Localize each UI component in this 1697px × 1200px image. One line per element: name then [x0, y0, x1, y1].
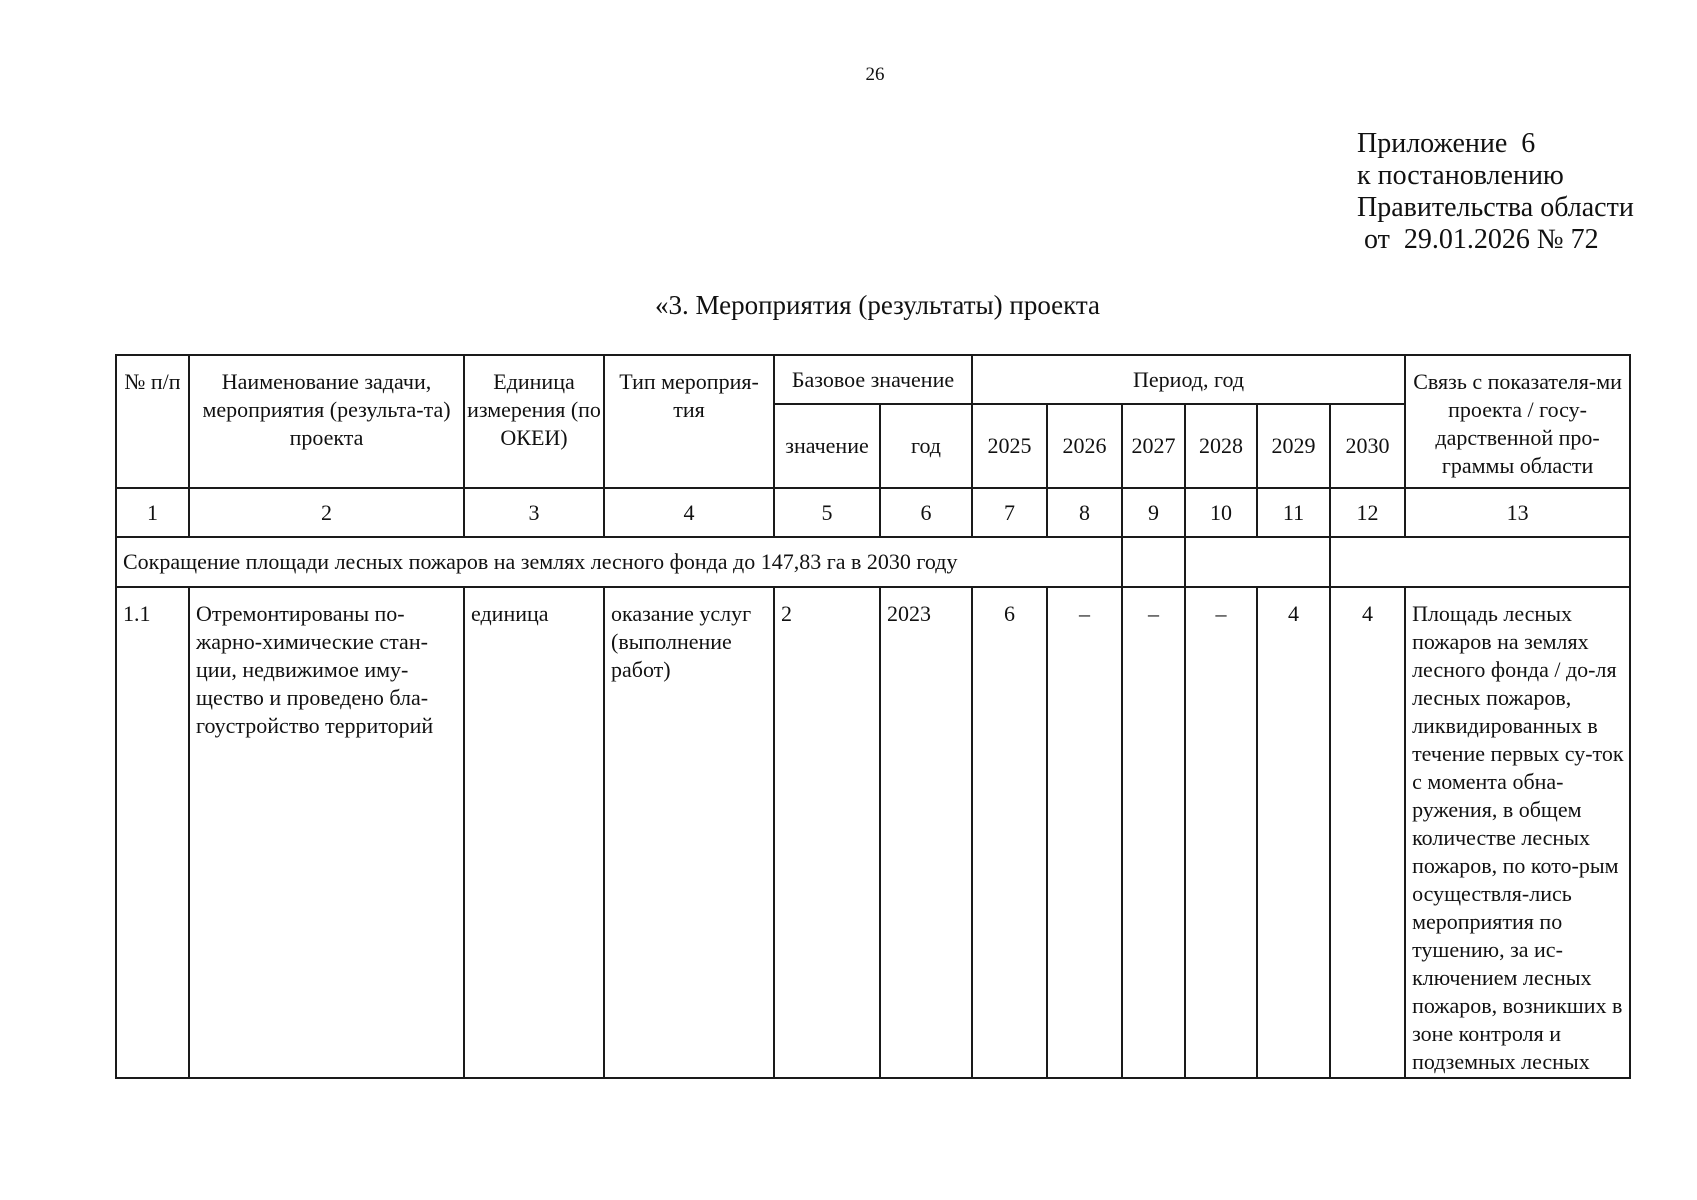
row-base-value: 2	[774, 587, 880, 1078]
column-number: 9	[1122, 488, 1185, 537]
header-year-2027: 2027	[1122, 404, 1185, 488]
column-number: 10	[1185, 488, 1257, 537]
header-period: Период, год	[972, 355, 1405, 404]
row-num: 1.1	[116, 587, 189, 1078]
column-number: 1	[116, 488, 189, 537]
appendix-line-1: Приложение 6	[1357, 128, 1536, 159]
header-year-2030: 2030	[1330, 404, 1405, 488]
row-2028: –	[1185, 587, 1257, 1078]
row-type: оказание услуг (выполнение работ)	[604, 587, 774, 1078]
header-base-value: значение	[774, 404, 880, 488]
row-link: Площадь лесных пожаров на землях лесного фонда / до-ля лесных пожаров, ликвидированных в течение первых су-ток с момента обна-ружения, в общем количестве лесных пожаров, по кото-рым осуществля-лись мероприятия по тушению, за ис-ключением лесных пожаров, возникших в зоне контроля и подземных лесных	[1405, 587, 1630, 1078]
column-number: 7	[972, 488, 1047, 537]
column-number: 13	[1405, 488, 1630, 537]
appendix-line-3: Правительства области	[1357, 192, 1634, 223]
row-2030: 4	[1330, 587, 1405, 1078]
section-title: «3. Мероприятия (результаты) проекта	[654, 290, 1101, 320]
column-number: 5	[774, 488, 880, 537]
header-unit: Единица измерения (по ОКЕИ)	[464, 355, 604, 488]
header-num: № п/п	[116, 355, 189, 488]
row-2029: 4	[1257, 587, 1330, 1078]
page-number: 26	[865, 64, 885, 85]
header-base-year: год	[880, 404, 972, 488]
row-2026: –	[1047, 587, 1122, 1078]
header-name: Наименование задачи, мероприятия (результа-та) проекта	[189, 355, 464, 488]
header-base: Базовое значение	[774, 355, 972, 404]
column-number: 3	[464, 488, 604, 537]
projects-table	[115, 354, 1631, 1079]
header-year-2029: 2029	[1257, 404, 1330, 488]
appendix-block	[1357, 128, 1634, 256]
column-number: 2	[189, 488, 464, 537]
row-name: Отремонтированы по-жарно-химические стан-ции, недвижимое иму-щество и проведено бла-гоустройство территорий	[189, 587, 464, 1078]
header-link: Связь с показателя-ми проекта / госу-дарственной про-граммы области	[1405, 355, 1630, 488]
appendix-line-4: от 29.01.2026 № 72	[1357, 224, 1599, 255]
column-number: 12	[1330, 488, 1405, 537]
column-number: 8	[1047, 488, 1122, 537]
row-2027: –	[1122, 587, 1185, 1078]
row-2025: 6	[972, 587, 1047, 1078]
task-row-empty-cell	[1330, 537, 1630, 587]
row-base-year: 2023	[880, 587, 972, 1078]
task-row: Сокращение площади лесных пожаров на землях лесного фонда до 147,83 га в 2030 году	[116, 537, 1122, 587]
column-number: 6	[880, 488, 972, 537]
table-row	[116, 587, 1630, 1078]
header-year-2028: 2028	[1185, 404, 1257, 488]
header-year-2026: 2026	[1047, 404, 1122, 488]
header-year-2025: 2025	[972, 404, 1047, 488]
task-row-empty-cell	[1122, 537, 1185, 587]
row-unit: единица	[464, 587, 604, 1078]
appendix-line-2: к постановлению	[1357, 160, 1564, 191]
header-type: Тип мероприя-тия	[604, 355, 774, 488]
column-number: 11	[1257, 488, 1330, 537]
column-number: 4	[604, 488, 774, 537]
task-row-empty-cell	[1185, 537, 1330, 587]
